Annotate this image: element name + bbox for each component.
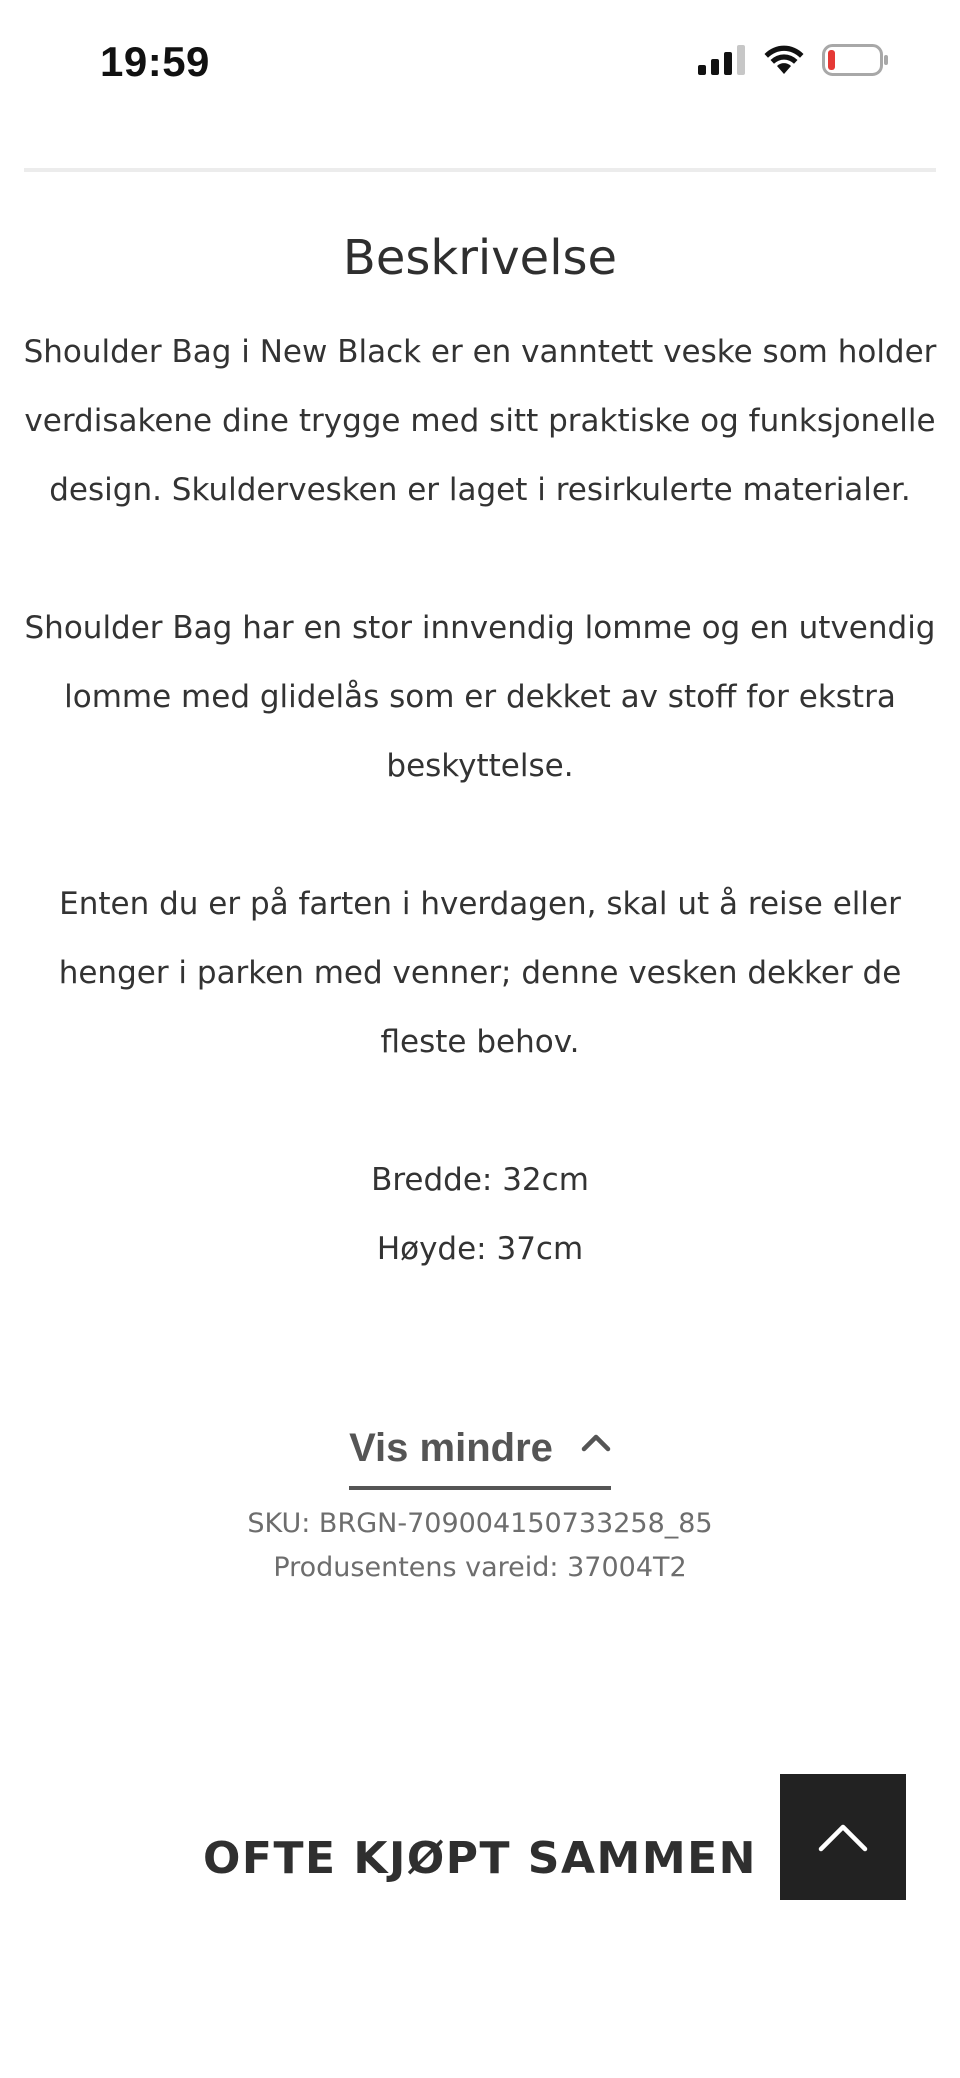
description-paragraph: Shoulder Bag har en stor innvendig lomme og en utvendig lomme med glidelås som er dekket av stoff for ekstra beskyttelse. (24, 610, 936, 784)
status-time: 19:59 (100, 38, 210, 85)
section-divider (24, 168, 936, 172)
show-less-toggle-wrapper (0, 1418, 960, 1490)
wifi-icon (764, 45, 804, 75)
chevron-up-icon (581, 1409, 611, 1469)
show-less-toggle[interactable] (349, 1418, 611, 1490)
back-to-top-button[interactable] (780, 1774, 906, 1900)
battery-icon (822, 44, 890, 76)
status-icons (698, 44, 890, 76)
description-paragraph: Shoulder Bag i New Black er en vanntett veske som holder verdisakene dine trygge med sitt praktiske og funksjonelle design. Skuldervesken er laget i resirkulerte materialer. (23, 334, 937, 508)
status-bar (0, 0, 960, 125)
show-less-label: Vis mindre (349, 1426, 553, 1470)
description-body (22, 318, 938, 1284)
manufacturer-id-text: Produsentens vareid: 37004T2 (273, 1552, 687, 1583)
spec-height: Høyde: 37cm (376, 1231, 584, 1267)
frequently-bought-together-title: OFTE KJØPT SAMMEN (203, 1833, 757, 1884)
spec-width: Bredde: 32cm (371, 1162, 589, 1198)
description-paragraph: Enten du er på farten i hverdagen, skal ut å reise eller henger i parken med venner; denne vesken dekker de fleste behov. (58, 886, 902, 1060)
chevron-up-icon (817, 1821, 869, 1853)
sku-text: SKU: BRGN-709004150733258_85 (247, 1508, 713, 1539)
cellular-signal-icon (698, 45, 746, 75)
product-meta (0, 1502, 960, 1590)
description-title: Beskrivelse (342, 230, 618, 286)
